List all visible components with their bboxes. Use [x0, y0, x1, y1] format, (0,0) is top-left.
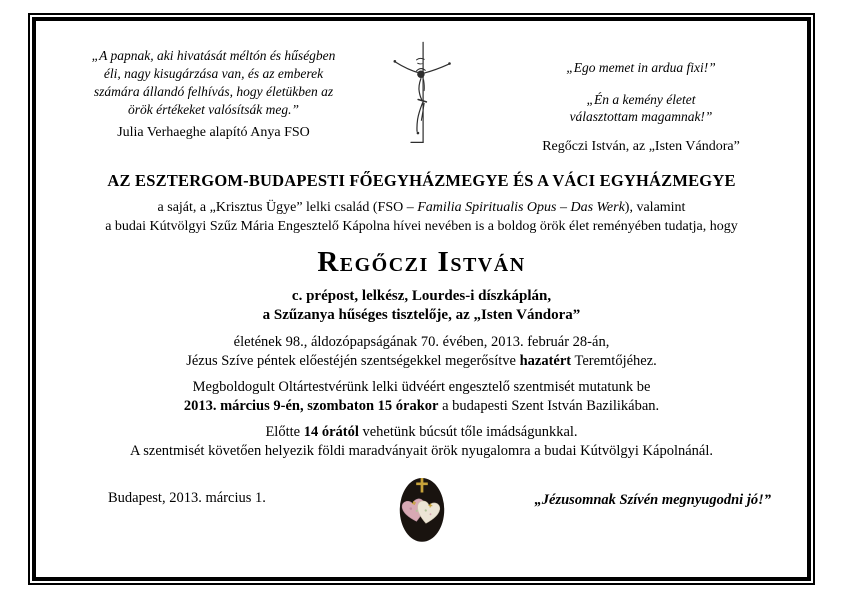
right-quote-attribution: Regőczi István, az „Isten Vándora” [542, 139, 740, 154]
right-quote-line: választottam magamnak!” [569, 109, 713, 124]
death-line2-post: Teremtőjéhez. [571, 352, 657, 369]
archdiocese-header: AZ ESZTERGOM-BUDAPESTI FŐEGYHÁZMEGYE ÉS A VÁCI EGYHÁZMEGYE [107, 171, 736, 190]
inner-border-frame [32, 17, 811, 581]
left-quote-attribution: Julia Verhaeghe alapító Anya FSO [117, 125, 310, 140]
burial-line: A szentmisét követően helyezik földi maradványait örök nyugalomra a budai Kútvölgyi Kápolnánál. [129, 442, 714, 459]
farewell-bold: 14 órától [303, 424, 359, 440]
mass-line2-bold: 2013. március 9-én, szombaton 15 órakor [183, 397, 439, 414]
right-quote-block [491, 47, 791, 155]
right-quote-latin: „Ego memet in ardua fixi!” [566, 60, 716, 75]
titles-line2: a Szűzanya hűséges tisztelője, az „Isten Vándora” [262, 307, 581, 323]
header-row [36, 21, 807, 155]
announcement-body [36, 171, 807, 460]
dateline: Budapest, 2013. március 1. [108, 490, 266, 506]
farewell-post: vehetünk búcsút tőle imádságunkkal. [358, 424, 578, 440]
mass-line2-post: a budapesti Szent István Bazilikában. [438, 397, 660, 414]
left-quote-line: örök értékeket valósítsák meg.” [128, 102, 299, 117]
footer-row [36, 466, 807, 550]
crucifix-icon [383, 39, 461, 151]
intro-paragraph [36, 199, 807, 236]
two-hearts-emblem-icon [393, 468, 451, 546]
left-quote-line: „A papnak, aki hivatását méltón és hűségben [91, 48, 336, 63]
mass-paragraph [36, 378, 807, 415]
death-line2-pre: Jézus Szíve péntek előestéjén szentségekkel megerősítve [186, 352, 520, 369]
intro-line1-italic: Familia Spiritualis Opus – Das Werk [417, 200, 625, 215]
footer-quote: „Jézusomnak Szívén megnyugodni jó!” [534, 492, 771, 508]
farewell-paragraph [36, 423, 807, 460]
left-quote-line: számára állandó felhívás, hogy életükben az [93, 84, 334, 99]
outer-border-frame [28, 13, 815, 585]
death-line1: életének 98., áldozópapságának 70. évében, 2013. február 28-án, [233, 334, 610, 350]
right-quote-line: „Én a kemény életet [586, 92, 696, 107]
farewell-pre: Előtte [265, 424, 304, 440]
intro-line2: a budai Kútvölgyi Szűz Mária Engesztelő Kápolna hívei nevében is a boldog örök élet reményében tudatja, hogy [105, 218, 738, 234]
intro-line1-pre: a saját, a „Krisztus Ügye” lelki család (FSO – [157, 200, 418, 215]
titles-line1: c. prépost, lelkész, Lourdes-i díszkáplán, [291, 288, 552, 304]
intro-line1-post: ), valamint [624, 200, 686, 215]
death-paragraph [36, 333, 807, 370]
death-line2-bold: hazatért [519, 352, 572, 369]
left-quote-block [56, 47, 371, 155]
deceased-name: Regőczi István [317, 246, 526, 278]
titles-paragraph [36, 287, 807, 325]
mass-line1: Megboldogult Oltártestvérünk lelki üdvéért engesztelő szentmisét mutatunk be [192, 379, 651, 395]
left-quote-line: éli, nagy kisugárzása van, és az emberek [103, 66, 324, 81]
